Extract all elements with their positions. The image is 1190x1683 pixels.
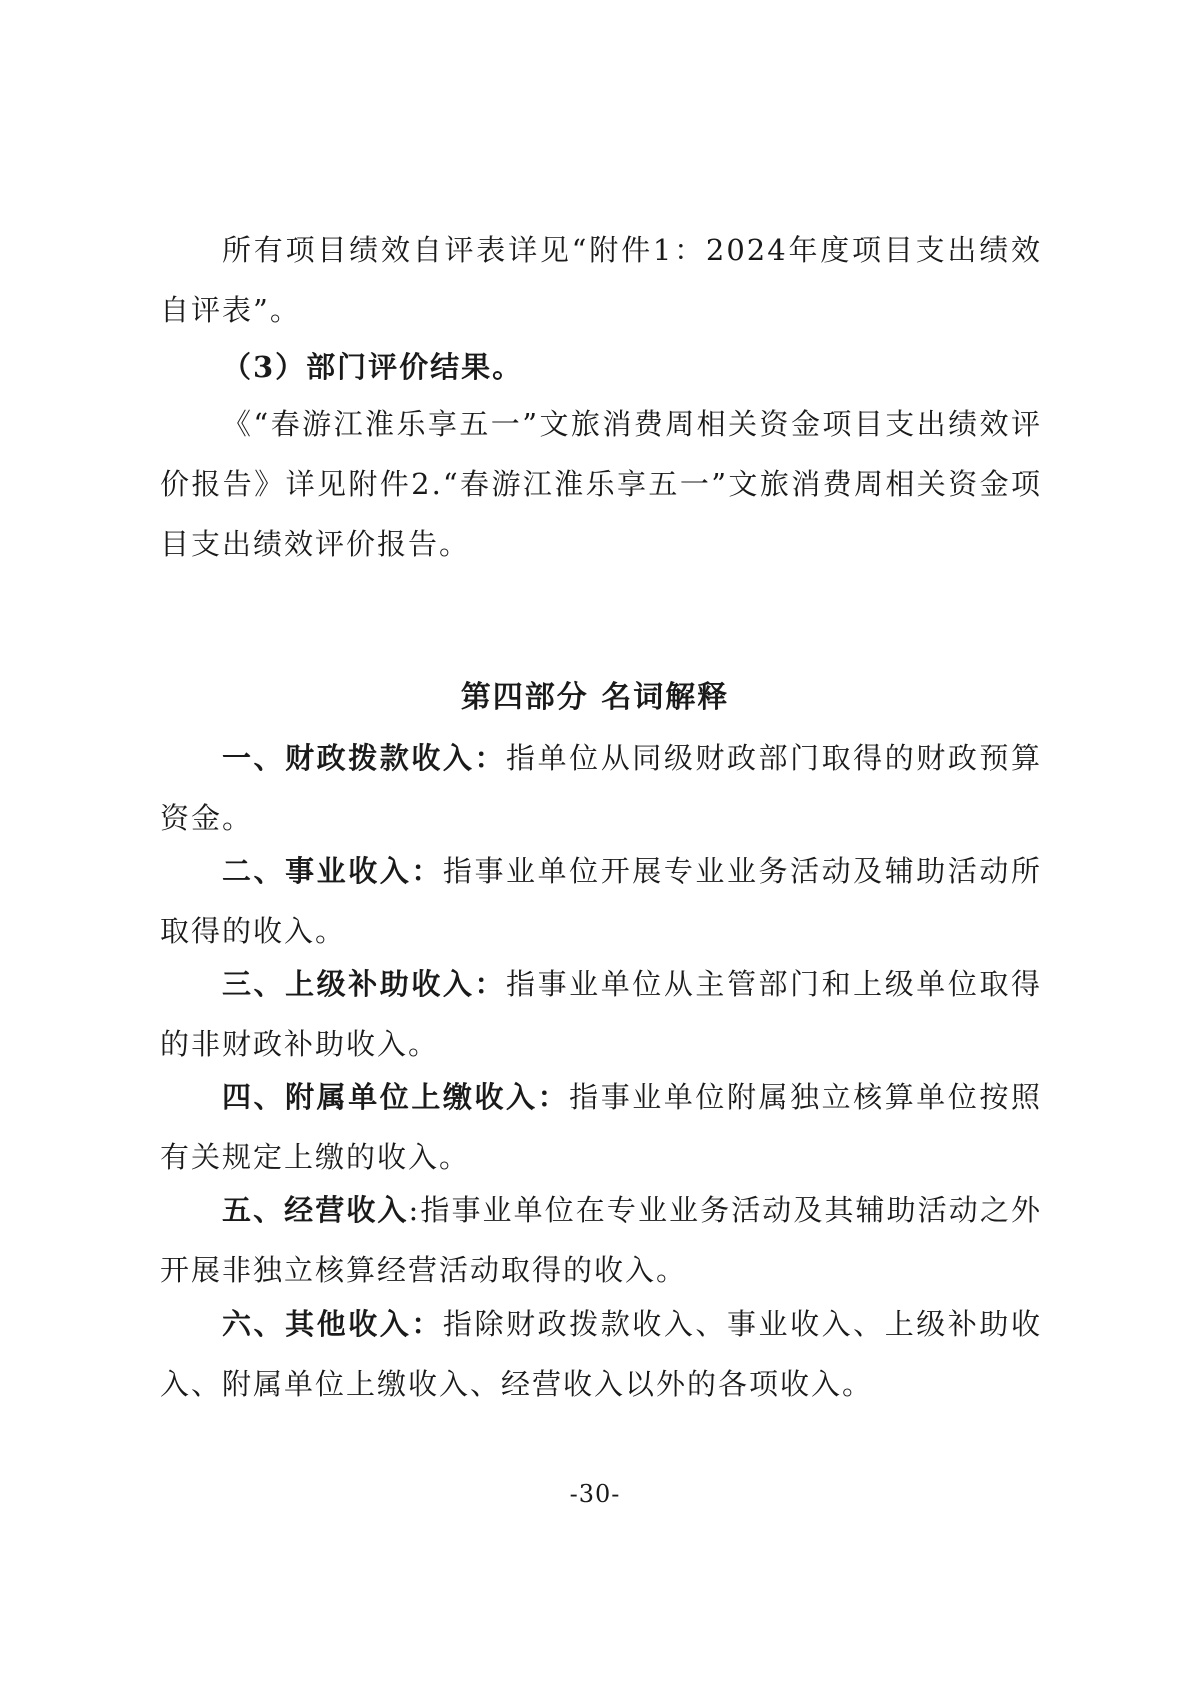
term-label: 一、财政拨款收入： (222, 741, 507, 775)
term-label: 二、事业收入： (222, 854, 443, 888)
paragraph-attachment-note (160, 220, 1042, 340)
term-definition: 指事业单位从主管部门和上级单位取得的非财政补助收入。 (160, 967, 1042, 1061)
section-title: 第四部分 名词解释 (460, 680, 730, 715)
term-definition: 指事业单位附属独立核算单位按照有关规定上缴的收入。 (160, 1080, 1042, 1174)
term-item (160, 1067, 1042, 1187)
term-label: 三、上级补助收入： (222, 967, 507, 1001)
subheading-department-evaluation (160, 337, 1042, 397)
term-item (160, 841, 1042, 961)
paragraph-evaluation-report (160, 394, 1042, 574)
paragraph-text: 所有项目绩效自评表详见“附件1：2024年度项目支出绩效自评表”。 (160, 233, 1042, 327)
term-label: 四、附属单位上缴收入： (222, 1080, 570, 1114)
term-definition: 指事业单位开展专业业务活动及辅助活动所取得的收入。 (160, 854, 1042, 948)
term-definition: 指除财政拨款收入、事业收入、上级补助收入、附属单位上缴收入、经营收入以外的各项收入。 (160, 1307, 1042, 1401)
page-number: -30- (569, 1480, 621, 1508)
term-item (160, 954, 1042, 1074)
term-item (160, 728, 1042, 848)
term-definition: :指事业单位在专业业务活动及其辅助活动之外开展非独立核算经营活动取得的收入。 (160, 1193, 1042, 1287)
paragraph-text: 《“春游江淮乐享五一”文旅消费周相关资金项目支出绩效评价报告》详见附件2.“春游江淮乐享五一”文旅消费周相关资金项目支出绩效评价报告。 (160, 407, 1042, 561)
term-item (160, 1294, 1042, 1414)
subheading-text: （3）部门评价结果。 (222, 350, 524, 384)
term-definition: 指单位从同级财政部门取得的财政预算资金。 (160, 741, 1042, 835)
term-label: 五、经营收入 (222, 1193, 409, 1227)
term-label: 六、其他收入： (222, 1307, 443, 1341)
term-item (160, 1180, 1042, 1300)
